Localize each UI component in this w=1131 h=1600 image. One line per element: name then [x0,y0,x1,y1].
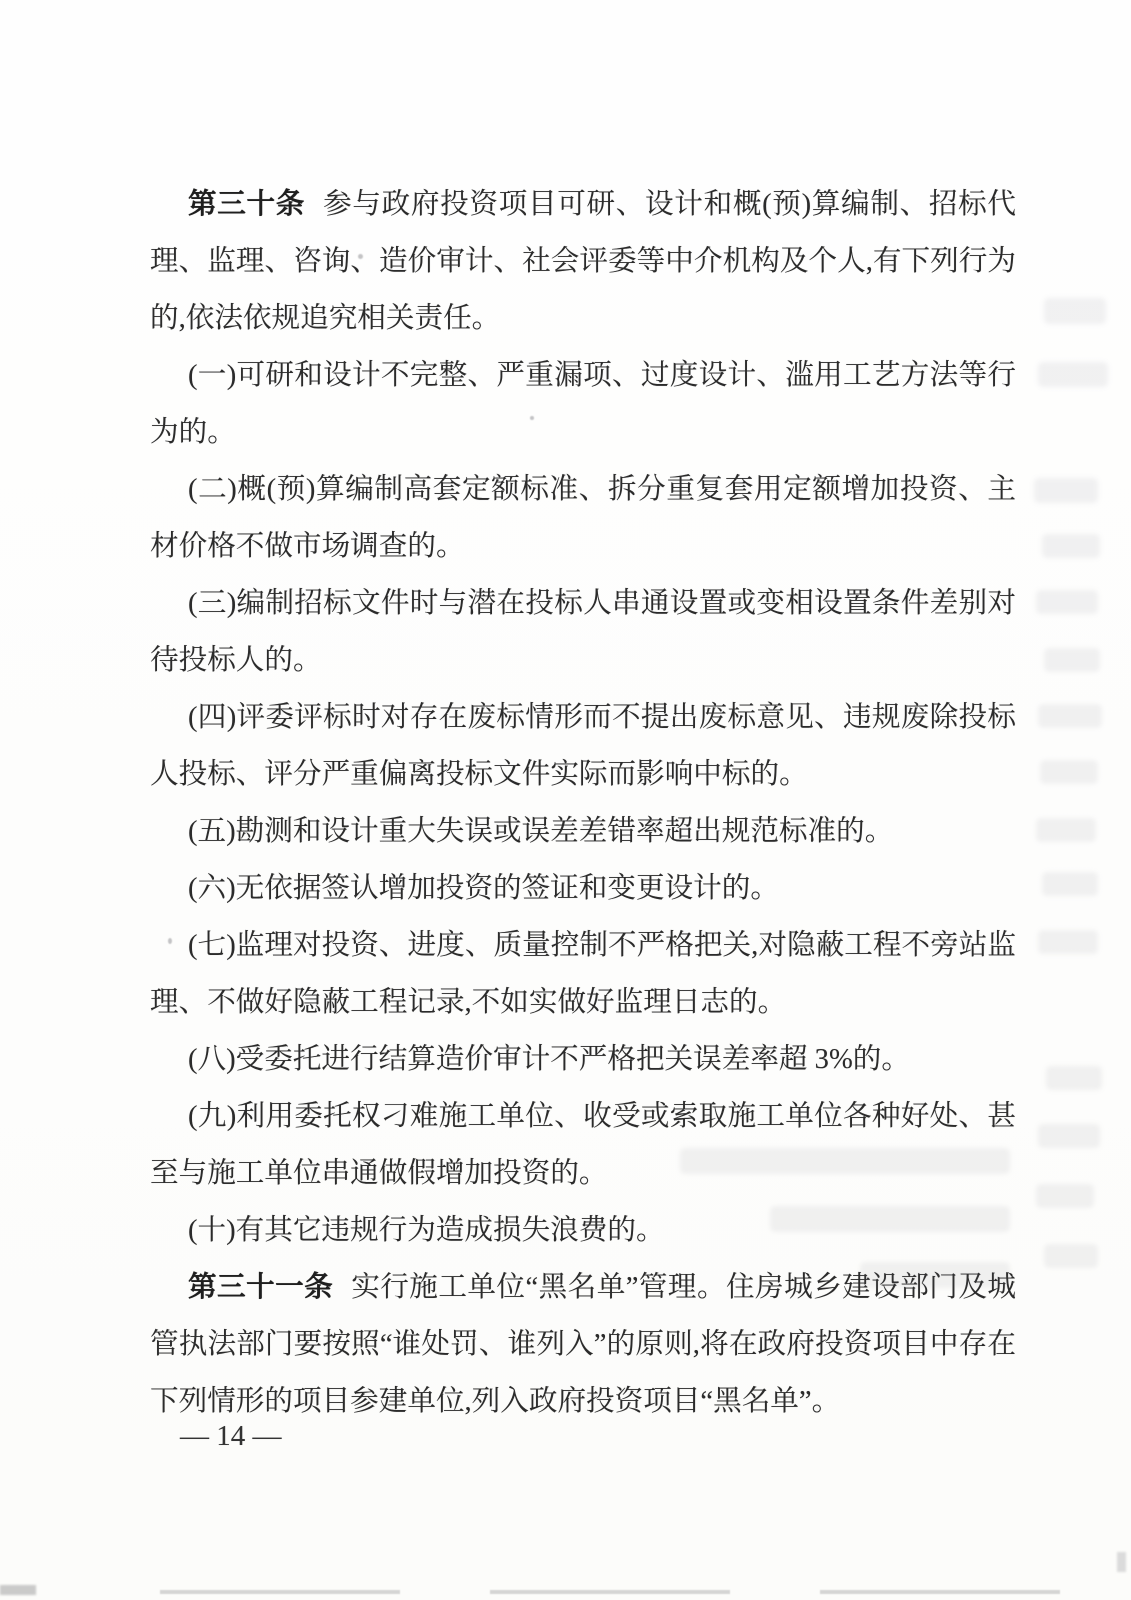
scan-edge-line [160,1590,1117,1594]
article-30-item-10: (十)有其它违规行为造成损失浪费的。 [188,1215,665,1246]
article-30-intro: 参与政府投资项目可研、设计和概(预)算编制、招标代理、监理、咨询、造价审计、社会评委等中介机构及个人,有下列行为的,依法依规追究相关责任。 [150,189,1016,334]
article-30-item-2: (二)概(预)算编制高套定额标准、拆分重复套用定额增加投资、主材价格不做市场调查的。 [150,474,1016,562]
article-30-number: 第三十条 [188,189,306,220]
article-30-item-5: (五)勘测和设计重大失误或误差差错率超出规范标准的。 [188,816,894,847]
article-30-item-9: (九)利用委托权刁难施工单位、收受或索取施工单位各种好处、甚至与施工单位串通做假增加投资的。 [150,1101,1016,1189]
page-number: — 14 — [180,1420,282,1452]
article-31-paragraph [150,1259,1016,1430]
article-30-item-4: (四)评委评标时对存在废标情形而不提出废标意见、违规废除投标人投标、评分严重偏离投标文件实际而影响中标的。 [150,702,1016,790]
article-30-item-7: (七)监理对投资、进度、质量控制不严格把关,对隐蔽工程不旁站监理、不做好隐蔽工程记录,不如实做好监理日志的。 [150,930,1016,1018]
article-30-item-1: (一)可研和设计不完整、严重漏项、过度设计、滥用工艺方法等行为的。 [150,360,1016,448]
article-30-item-6: (六)无依据签认增加投资的签证和变更设计的。 [188,873,779,904]
article-30-item-8: (八)受委托进行结算造价审计不严格把关误差率超 3%的。 [188,1044,910,1075]
scan-edge-mark [1117,1552,1126,1572]
article-30-item-3: (三)编制招标文件时与潜在投标人串通设置或变相设置条件差别对待投标人的。 [150,588,1016,676]
scan-corner-mark [0,1585,36,1595]
article-31-number: 第三十一条 [188,1272,334,1303]
article-31-body: 实行施工单位“黑名单”管理。住房城乡建设部门及城管执法部门要按照“谁处罚、谁列入”的原则,将在政府投资项目中存在下列情形的项目参建单位,列入政府投资项目“黑名单”。 [150,1272,1016,1417]
article-30-paragraph [150,176,1016,347]
